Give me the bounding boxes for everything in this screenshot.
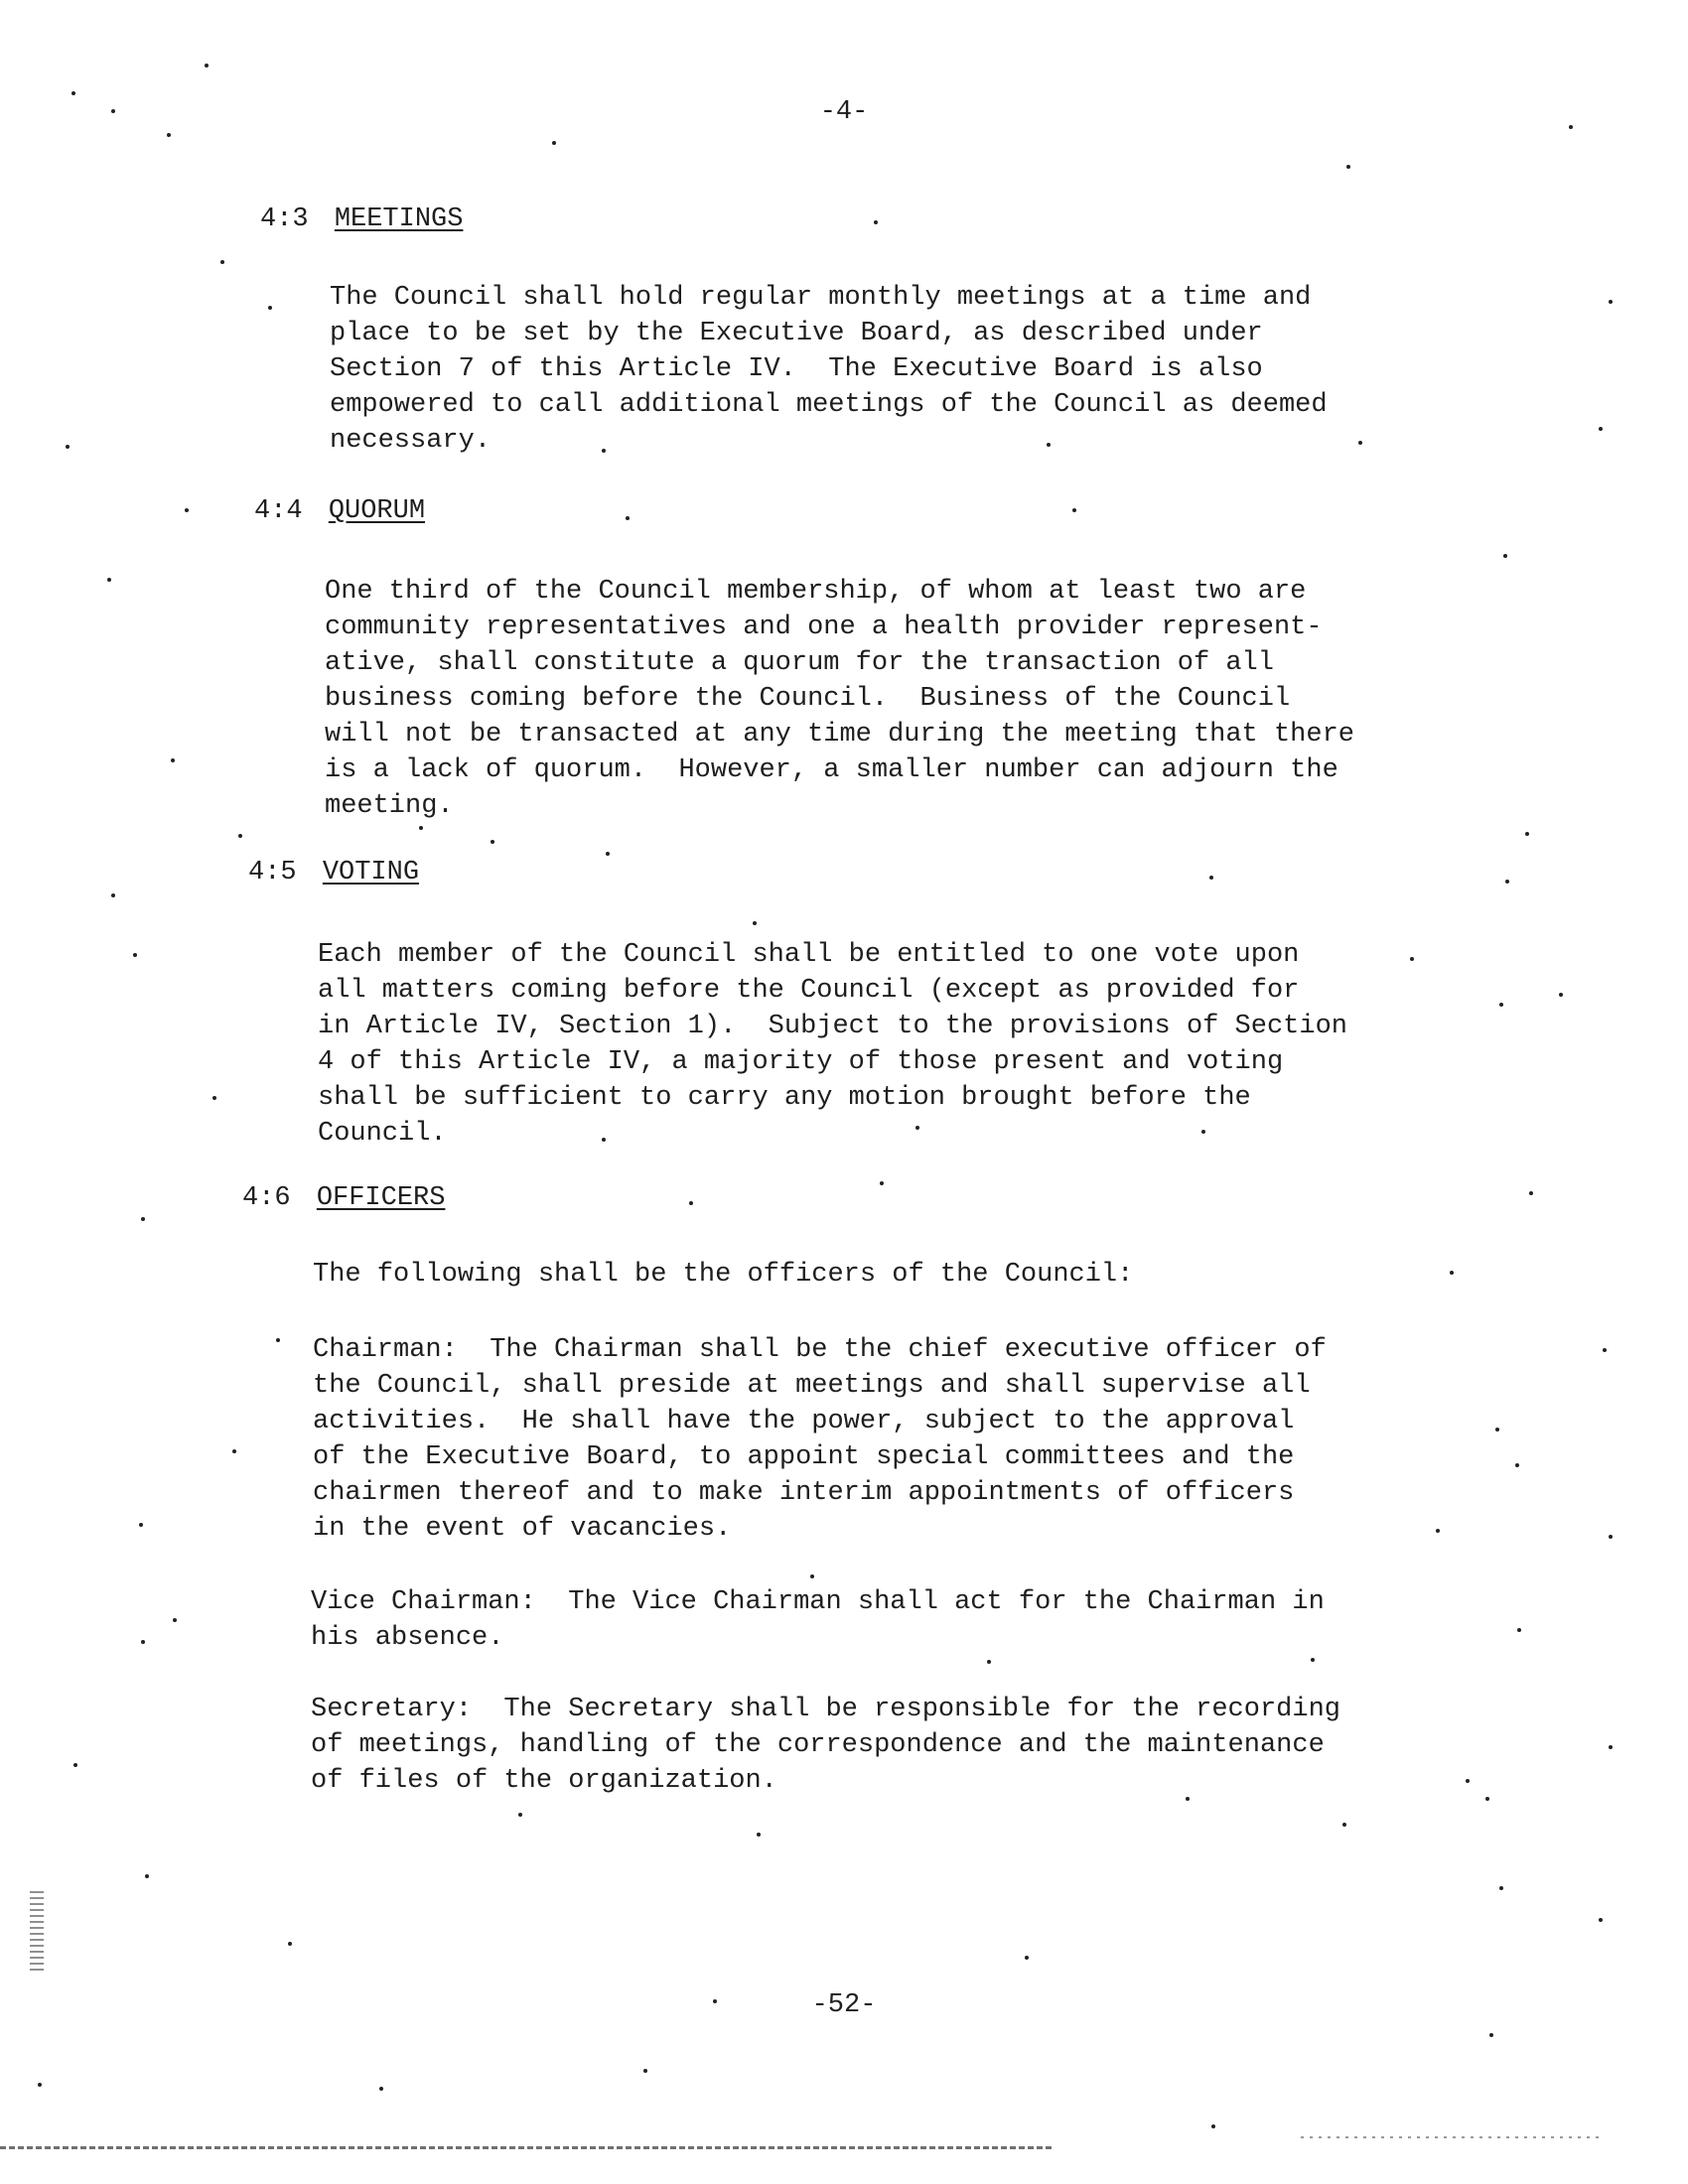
scan-speck bbox=[1209, 876, 1213, 880]
scan-speck bbox=[1515, 1463, 1519, 1467]
scan-speck bbox=[874, 220, 878, 224]
scan-speck bbox=[171, 758, 175, 762]
scan-speck bbox=[133, 953, 137, 957]
section-heading-meetings bbox=[260, 205, 463, 234]
scan-speck bbox=[1525, 832, 1529, 836]
scan-speck bbox=[626, 516, 630, 520]
scan-speck bbox=[987, 1660, 991, 1664]
section-heading-voting bbox=[248, 858, 419, 887]
scan-speck bbox=[915, 1126, 919, 1130]
scan-speck bbox=[491, 840, 494, 844]
scan-speck bbox=[1609, 1745, 1613, 1749]
bottom-page-number: -52- bbox=[811, 1990, 877, 2020]
scan-speck bbox=[1450, 1271, 1454, 1275]
scan-speck bbox=[379, 2087, 383, 2091]
scan-speck bbox=[1485, 1797, 1489, 1801]
scan-speck bbox=[1603, 1348, 1607, 1352]
scan-speck bbox=[602, 1138, 606, 1142]
scan-speck bbox=[212, 1096, 216, 1100]
scan-speck bbox=[71, 91, 75, 95]
scan-speck bbox=[810, 1574, 814, 1578]
scan-speck bbox=[238, 834, 242, 838]
scan-speck bbox=[552, 141, 556, 145]
scan-speck bbox=[419, 826, 423, 830]
quorum-paragraph: One third of the Council membership, of whom at least two are community representatives and one a health provider represent- ative, shall constitute a quorum for the transaction of all business coming before the Council. Business of the Council will not be transacted at any time during the meeting that there is a lack of quorum. However, a smaller number can adjourn the meeting. bbox=[325, 577, 1354, 821]
scan-speck bbox=[141, 1217, 145, 1221]
section-title: MEETINGS bbox=[334, 205, 464, 234]
scan-speck bbox=[689, 1201, 693, 1205]
scan-speck bbox=[139, 1523, 143, 1527]
section-title: VOTING bbox=[322, 858, 420, 887]
scan-speck bbox=[1517, 1628, 1521, 1632]
scan-speck bbox=[107, 578, 111, 582]
scan-speck bbox=[66, 445, 70, 449]
scan-speck bbox=[220, 260, 224, 264]
scan-speck bbox=[1609, 1535, 1613, 1539]
scan-speck bbox=[1503, 554, 1507, 558]
scan-speck bbox=[276, 1338, 280, 1342]
scan-speck bbox=[1559, 993, 1563, 997]
scan-artifact bbox=[0, 2146, 1053, 2149]
scan-artifact bbox=[30, 1891, 44, 1971]
scan-speck bbox=[268, 306, 272, 310]
scan-speck bbox=[753, 921, 757, 925]
scan-speck bbox=[1599, 1918, 1603, 1922]
scan-speck bbox=[1346, 165, 1350, 169]
scan-speck bbox=[185, 508, 189, 512]
section-number: 4:3 bbox=[260, 205, 309, 234]
scan-speck bbox=[1047, 443, 1051, 447]
scan-speck bbox=[205, 64, 209, 68]
scan-speck bbox=[1211, 2124, 1215, 2128]
chairman-paragraph: Chairman: The Chairman shall be the chief executive officer of the Council, shall preside at meetings and shall supervise all activities. He shall have the power, subject to the approval of the Executive Board, to appoint special committees and the chairmen thereof and to make interim appointments of officers in the event of vacancies. bbox=[313, 1335, 1327, 1544]
scan-speck bbox=[1569, 125, 1573, 129]
section-title: QUORUM bbox=[328, 496, 426, 526]
scan-speck bbox=[1505, 880, 1509, 884]
scan-speck bbox=[518, 1813, 522, 1817]
scan-speck bbox=[141, 1640, 145, 1644]
scan-speck bbox=[1072, 508, 1076, 512]
section-number: 4:6 bbox=[242, 1183, 291, 1213]
scan-speck bbox=[173, 1618, 177, 1622]
scan-speck bbox=[1436, 1529, 1440, 1533]
section-heading-quorum bbox=[254, 496, 425, 526]
scan-speck bbox=[1186, 1797, 1190, 1801]
section-title: OFFICERS bbox=[316, 1183, 446, 1213]
scan-speck bbox=[1495, 1428, 1499, 1432]
scan-speck bbox=[1358, 441, 1362, 445]
officers-intro: The following shall be the officers of the Council: bbox=[313, 1260, 1134, 1290]
scan-speck bbox=[1201, 1130, 1205, 1134]
scan-speck bbox=[1499, 1886, 1503, 1890]
section-number: 4:5 bbox=[248, 858, 297, 887]
section-number: 4:4 bbox=[254, 496, 303, 526]
scan-speck bbox=[602, 449, 606, 453]
scan-speck bbox=[1342, 1823, 1346, 1827]
voting-paragraph: Each member of the Council shall be entitled to one vote upon all matters coming before the Council (except as provided for in Article IV, Section 1). Subject to the provisions of Section 4 of this Article IV, a majority of those present and voting shall be sufficient to carry any motion brought before the Council. bbox=[318, 940, 1347, 1149]
scan-speck bbox=[145, 1874, 149, 1878]
scan-speck bbox=[880, 1181, 884, 1185]
scan-speck bbox=[38, 2083, 42, 2087]
scan-speck bbox=[1466, 1779, 1470, 1783]
scan-speck bbox=[606, 852, 610, 856]
scan-speck bbox=[73, 1763, 77, 1767]
scan-speck bbox=[1410, 957, 1414, 961]
scan-speck bbox=[713, 1999, 717, 2003]
scan-speck bbox=[1025, 1956, 1029, 1960]
scan-speck bbox=[643, 2069, 647, 2073]
top-page-number: -4- bbox=[819, 97, 869, 127]
scan-speck bbox=[1499, 1003, 1503, 1007]
scan-speck bbox=[111, 109, 115, 113]
scan-speck bbox=[1599, 427, 1603, 431]
scan-speck bbox=[232, 1449, 236, 1453]
scan-speck bbox=[1489, 2033, 1493, 2037]
scan-speck bbox=[1609, 300, 1613, 304]
secretary-paragraph: Secretary: The Secretary shall be responsible for the recording of meetings, handling of the correspondence and the maintenance of files of the organization. bbox=[311, 1695, 1340, 1796]
vice-chairman-paragraph: Vice Chairman: The Vice Chairman shall act for the Chairman in his absence. bbox=[311, 1587, 1325, 1653]
scan-speck bbox=[1529, 1191, 1533, 1195]
scan-speck bbox=[757, 1833, 761, 1837]
scan-speck bbox=[288, 1942, 292, 1946]
scan-artifact bbox=[1301, 2136, 1599, 2138]
scan-speck bbox=[167, 133, 171, 137]
meetings-paragraph: The Council shall hold regular monthly meetings at a time and place to be set by the Executive Board, as described under Section 7 of this Article IV. The Executive Board is also empowered to call additional meetings of the Council as deemed necessary. bbox=[330, 283, 1328, 456]
scan-speck bbox=[111, 893, 115, 897]
scan-speck bbox=[1311, 1658, 1315, 1662]
section-heading-officers bbox=[242, 1183, 445, 1213]
